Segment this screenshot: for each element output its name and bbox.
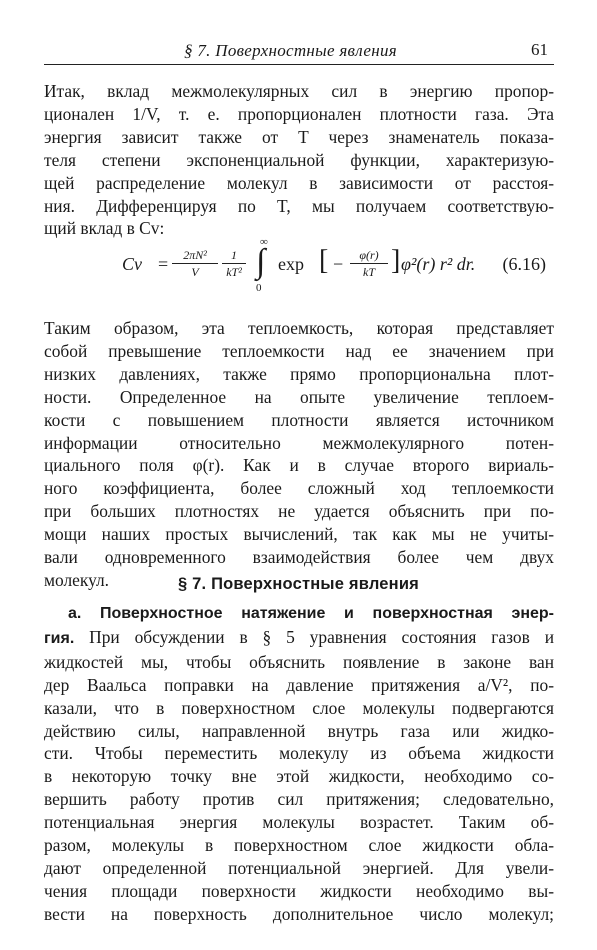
text-line: циального поля φ(r). Как и в случае второго вириаль- [44,455,554,476]
fraction-numerator: φ(r) [359,248,379,262]
fraction-2piN2-over-V [172,248,218,279]
text-line [44,601,554,626]
exp-function: exp [278,254,304,274]
formula-lhs: Cv [122,254,142,274]
text-line: ционален 1/V, т. е. пропорционален плотности газа. Эта [44,103,554,124]
fraction-1-over-kT2 [222,248,246,279]
text-line: щий вклад в Cv: [44,218,165,239]
fraction-denominator: V [191,265,199,279]
integral-lower-limit: 0 [256,282,262,294]
text-line: мощи наших простых вычислений, так как мы не учиты- [44,524,554,545]
text-line: дер Ваальса поправки на давление притяжения a/V², по- [44,674,554,695]
text-line: чения площади поверхности жидкости необходимо вы- [44,880,554,901]
running-head: § 7. Поверхностные явления [184,41,397,60]
fraction-bar [222,263,246,264]
text-line: вали одновременного взаимодействия более чем двух [44,547,554,568]
left-bracket: [ [319,245,329,276]
text-line: ного коэффициента, более сложный ход теплоемкости [44,478,554,499]
text-line: информации относительно межмолекулярного потен- [44,432,554,453]
minus-sign: − [333,254,344,274]
page-header [44,38,554,66]
text-line: жидкостей мы, чтобы объяснить появление в законе ван [44,651,554,672]
text-line: Таким образом, эта теплоемкость, которая представляет [44,318,554,338]
integral-sign: ∫ [256,243,266,280]
paragraph-surface-tension [44,601,554,926]
fraction-bar [350,263,388,264]
text-line: действию силы, направленной внутрь газа или жидко- [44,720,554,741]
text-line: вершить работу против сил притяжения; следовательно, [44,789,554,810]
paragraph-heat-capacity [44,317,554,592]
subsection-heading: а. Поверхностное натяжение и поверхностная энер- [68,605,554,622]
text-line: дают определенной потенциальной энергией. Для увели- [44,857,554,878]
section-heading: § 7. Поверхностные явления [177,575,420,593]
integrand-tail: φ²(r) r² dr. [401,254,476,274]
paragraph-intro [44,80,554,240]
text-line [44,626,554,651]
fraction-denominator: kT [363,265,375,279]
text-line: сти. Чтобы переместить молекулу из объема жидкости [44,743,554,764]
fraction-phi-over-kT [350,248,388,279]
right-bracket: ] [391,245,401,276]
subsection-heading-end: гия. [44,629,75,647]
integral-upper-limit: ∞ [260,236,268,248]
text-line: низких давлениях, также прямо пропорциональна плот- [44,363,554,384]
text-line: вести на поверхность дополнительное число молекул; [44,903,554,924]
header-rule [44,64,554,65]
formula-equals: = [158,254,169,274]
fraction-denominator: kT² [226,265,242,279]
text-line: ния. Дифференцируя по T, мы получаем соответствую- [44,195,554,216]
text-line: щей распределение молекул в зависимости от расстоя- [44,172,554,193]
text-line: собой превышение теплоемкости над ее значением при [44,340,554,361]
text-line: разом, молекулы в поверхностном слое жидкости обла- [44,835,554,856]
text-line: в некоторую точку вне этой жидкости, необходимо со- [44,766,554,787]
text-line: молекул. [44,569,110,590]
equation-number: (6.16) [502,254,546,274]
text-run: При обсуждении в § 5 уравнения состояния газов и [74,626,554,647]
fraction-bar [172,263,218,264]
text-line: теля степени экспоненциальной функции, характеризую- [44,149,554,170]
fraction-numerator: 1 [231,248,237,262]
equation-6-16 [44,232,554,302]
text-line: энергия зависит также от T через знаменатель показа- [44,126,554,147]
text-line: потенциальная энергия молекулы возрастет. Таким об- [44,812,554,833]
page-number: 61 [531,40,548,59]
fraction-numerator: 2πN² [183,248,207,262]
text-line: кости с повышением плотности является источником [44,409,554,430]
text-line: при больших плотностях не удается объяснить при по- [44,501,554,522]
text-line: Итак, вклад межмолекулярных сил в энергию пропор- [44,81,554,101]
text-line: ности. Определенное на опыте увеличение теплоем- [44,386,554,407]
text-line: казали, что в поверхностном слое молекулы подвергаются [44,697,554,718]
